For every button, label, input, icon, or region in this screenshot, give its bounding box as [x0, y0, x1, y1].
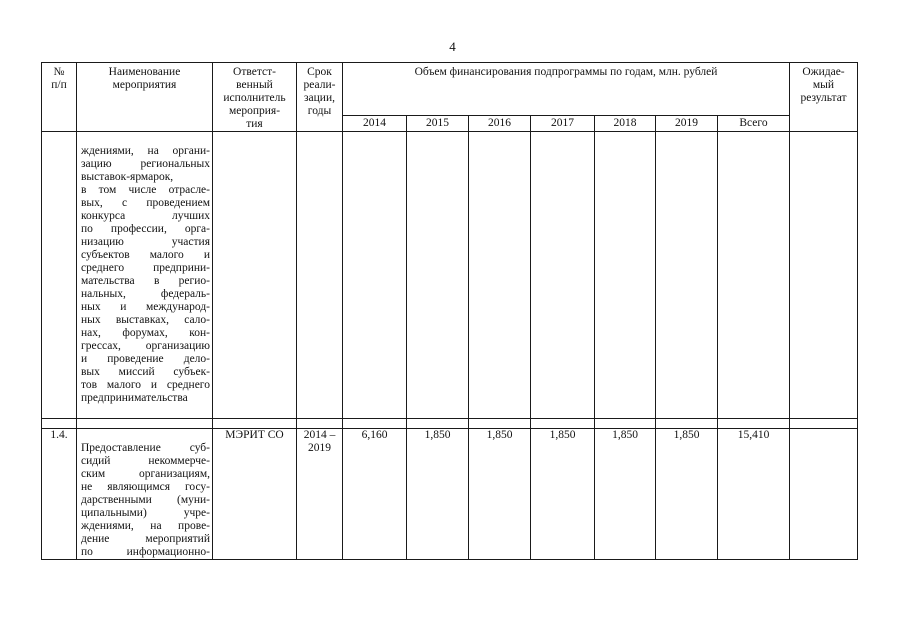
row-value-2019 [656, 132, 718, 419]
row-name-last: предпринимательства [81, 392, 188, 404]
row-spacer [42, 419, 858, 429]
row-executor [213, 132, 297, 419]
row-value-2014: 6,160 [343, 429, 407, 560]
year-2016: 2016 [469, 115, 531, 131]
row-value-2015 [407, 132, 469, 419]
funding-table [41, 62, 858, 560]
row-term [297, 132, 343, 419]
row-result [790, 429, 858, 560]
row-value-2018 [595, 132, 656, 419]
row-value-2018: 1,850 [595, 429, 656, 560]
row-result [790, 132, 858, 419]
year-2017: 2017 [531, 115, 595, 131]
row-name [77, 429, 213, 560]
row-name-text: Предоставление суб- сидий некоммерче- ским организациям, не являющимся госу- дарственными (муни- ципальными) учре- ждениями, на прове- дение мероприятий по информационно- [81, 442, 210, 558]
header-num: № п/п [42, 63, 77, 132]
row-value-2017 [531, 132, 595, 419]
table-row [42, 132, 858, 419]
row-num: 1.4. [42, 429, 77, 560]
row-value-total [718, 132, 790, 419]
row-value-2014 [343, 132, 407, 419]
row-term: 2014 – 2019 [297, 429, 343, 560]
header-result: Ожидае- мый результат [790, 63, 858, 132]
row-executor: МЭРИТ СО [213, 429, 297, 560]
header-executor: Ответст- венный исполнитель мероприя- тия [213, 63, 297, 132]
row-value-2016: 1,850 [469, 429, 531, 560]
year-2018: 2018 [595, 115, 656, 131]
page-number: 4 [449, 39, 456, 54]
year-2015: 2015 [407, 115, 469, 131]
header-funding: Объем финансирования подпрограммы по годам, млн. рублей [343, 63, 790, 116]
row-value-total: 15,410 [718, 429, 790, 560]
table-row [42, 429, 858, 560]
header-term: Срок реали- зации, годы [297, 63, 343, 132]
header-name: Наименование мероприятия [77, 63, 213, 132]
year-2019: 2019 [656, 115, 718, 131]
row-value-2017: 1,850 [531, 429, 595, 560]
year-total: Всего [718, 115, 790, 131]
year-2014: 2014 [343, 115, 407, 131]
row-value-2016 [469, 132, 531, 419]
row-name-text: ждениями, на органи- зацию региональных выставок-ярмарок, в том числе отрасле- вых, с проведением конкурса лучших по профессии, орга- низацию участия субъектов малого и среднего предприни- мательства в регио- нальных, федераль- ных и международ- ных выставках, сало- нах, форумах, кон- грессах, организацию и проведение дело- вых миссий субъек- тов малого и среднего [81, 145, 210, 391]
table-header-row [42, 63, 858, 116]
row-num [42, 132, 77, 419]
row-value-2019: 1,850 [656, 429, 718, 560]
row-name [77, 132, 213, 419]
row-value-2015: 1,850 [407, 429, 469, 560]
